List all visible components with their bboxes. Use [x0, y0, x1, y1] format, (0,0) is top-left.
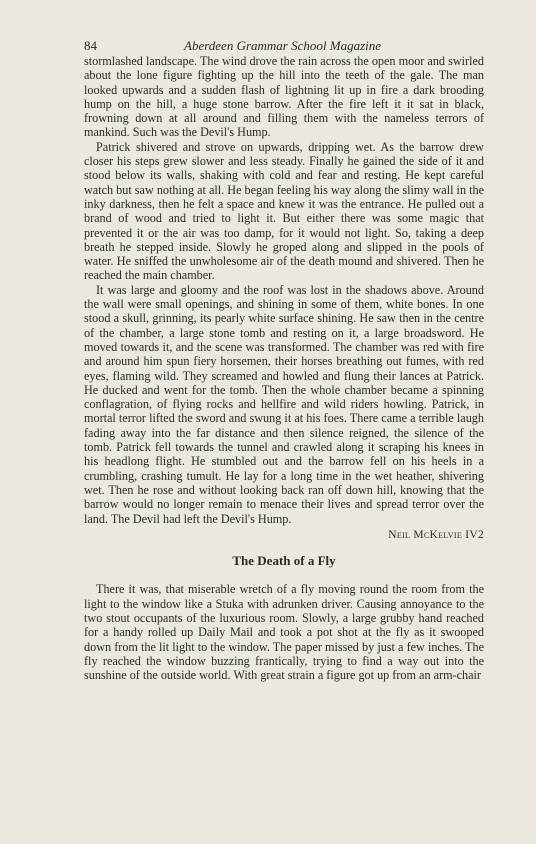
fly-paragraph-1: There it was, that miserable wretch of a fly moving round the room from the light to the window like a Stuka with adrunken driver. Causing annoyance to the two stout occupants of the luxurious room. Slowly, a large grubby hand reached for a handy rolled up Daily Mail and took a pot shot at the fly as it swooped down from the lit light to the window. The paper missed by just a few inches. The fly reached the window buzzing frantically, trying to find a way out into the sunshine of the outside world. With great strain a figure got up from an arm-chair	[84, 582, 484, 683]
page-number: 84	[84, 38, 97, 53]
text-block	[84, 54, 484, 682]
story-paragraph-3: It was large and gloomy and the roof was lost in the shadows above. Around the wall were small openings, and shining in some of them, white bones. In one stood a skull, grinning, its pearly white surface shining. He saw then in the centre of the chamber, a large stone tomb and resting on it, a large broadsword. He moved towards it, and the scene was transformed. The chamber was red with fire and around him spun fiery horsemen, their horses breathing out fumes, with red eyes, flaming wild. They screamed and howled and flung their lances at Patrick. He ducked and went for the tomb. Then the whole chamber became a spinning conflagration, of flying rocks and hellfire and wild riders howling. Patrick, in mortal terror lifted the sword and swung it at his foes. There came a terrible laugh fading away into the far distance and then silence reigned, the silence of the tomb. Patrick fell towards the tunnel and crawled along it scraping his knees in his headlong flight. He stumbled out and the barrow fell on his heels in a crumbling, crashing tumult. He lay for a long time in the wet heather, shivering wet. Then he rose and without looking back ran off down hill, knowing that the barrow would no longer remain to menace their lives and spread terror over the land. The Devil had left the Devil's Hump.	[84, 282, 484, 526]
story-paragraph-1: stormlashed landscape. The wind drove the rain across the open moor and swirled about the lone figure fighting up the hill into the teeth of the gale. The man looked upwards and a sudden flash of lightning lit up in fire a dark brooding hump on the hill, a huge stone barrow. After the fire left it it sat in black, frowning down at all around and filling them with the nameless terrors of mankind. Such was the Devil's Hump.	[84, 54, 484, 140]
journal-title: Aberdeen Grammar School Magazine	[184, 38, 382, 53]
section-title: The Death of a Fly	[232, 553, 336, 569]
author-byline: Neil McKelvie IV2	[388, 528, 484, 541]
story-paragraph-2: Patrick shivered and strove on upwards, dripping wet. As the barrow drew closer his steps grew slower and less steady. Finally he gained the side of it and stood below its walls, shaking with cold and fear and resting. He kept careful watch but saw nothing at all. He began feeling his way along the slimy wall in the inky darkness, then he felt a space and knew it was the entrance. He pulled out a brand of wood and tried to light it. But either there was some magic that prevented it or the air was too damp, for it would not light. So, taking a deep breath he stepped inside. Slowly he groped along and slipped in the pools of water. He sniffed the unwholesome air of the death mound and shivered. Then he reached the main chamber.	[84, 139, 484, 283]
